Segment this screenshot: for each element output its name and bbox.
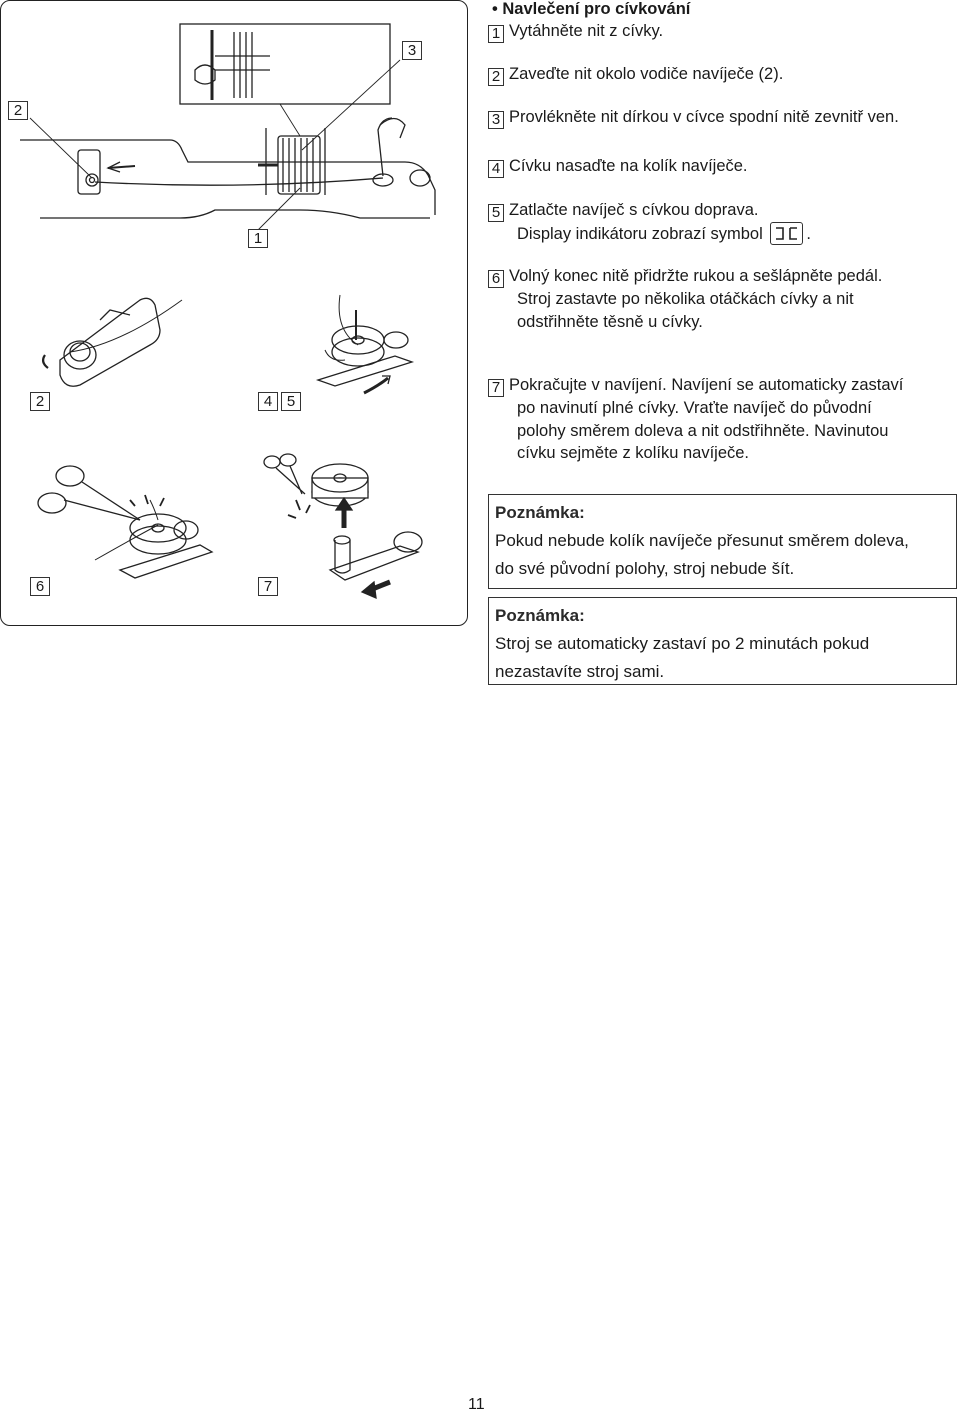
display-symbol-icon xyxy=(770,222,803,245)
step-number: 5 xyxy=(488,204,504,222)
step-text: Zatlačte navíječ s cívkou doprava. xyxy=(509,201,759,219)
step-number: 4 xyxy=(488,160,504,178)
threading-illustration xyxy=(0,0,470,628)
scissors-cut-left xyxy=(38,466,212,578)
figure-label-2-top: 2 xyxy=(8,101,28,120)
step-7 xyxy=(488,374,958,465)
step-text: Pokračujte v navíjení. Navíjení se automaticky zastaví xyxy=(509,376,904,394)
step-text: Zaveďte nit okolo vodiče navíječe (2). xyxy=(509,65,784,83)
step-text: po navinutí plné cívky. Vraťte navíječ do původní xyxy=(517,399,872,417)
step-text: polohy směrem doleva a nit odstřihněte. Navinutou xyxy=(517,421,889,440)
step-text: Volný konec nitě přidržte rukou a sešlápněte pedál. xyxy=(509,267,883,285)
step-5 xyxy=(488,199,958,246)
figure-label-6: 6 xyxy=(30,577,50,596)
figure-label-5: 5 xyxy=(281,392,301,411)
note-text: Stroj se automaticky zastaví po 2 minutách pokud xyxy=(495,634,870,653)
note-box-1 xyxy=(488,494,957,589)
step-6 xyxy=(488,265,958,333)
step-number: 3 xyxy=(488,111,504,129)
figure-label-1: 1 xyxy=(248,229,268,248)
guide-closeup xyxy=(43,298,182,386)
thread-guide-detail xyxy=(195,30,270,100)
bobbin-winder-top xyxy=(95,118,430,186)
bobbin-removal xyxy=(264,454,422,598)
note-text: do své původní polohy, stroj nebude šít. xyxy=(495,559,795,578)
step-1 xyxy=(488,20,958,43)
step-text: odstřihněte těsně u cívky. xyxy=(517,312,703,331)
figure-label-2-mid: 2 xyxy=(30,392,50,411)
step-number: 1 xyxy=(488,25,504,43)
step-2 xyxy=(488,63,958,86)
figure-label-7: 7 xyxy=(258,577,278,596)
step-text: . xyxy=(806,225,811,243)
figure-label-3: 3 xyxy=(402,41,422,60)
step-text: Stroj zastavte po několika otáčkách cívky a nit xyxy=(517,290,854,308)
figure-label-4: 4 xyxy=(258,392,278,411)
note-box-2 xyxy=(488,597,957,685)
step-text: Cívku nasaďte na kolík navíječe. xyxy=(509,157,748,175)
step-text: cívku sejměte z kolíku navíječe. xyxy=(517,444,750,462)
leader-lines xyxy=(30,60,400,230)
note-text: Pokud nebude kolík navíječe přesunut směrem doleva, xyxy=(495,531,909,550)
step-text: Provlékněte nit dírkou v cívce spodní nitě zevnitř ven. xyxy=(509,108,899,126)
bobbin-on-winder xyxy=(318,295,412,393)
step-number: 6 xyxy=(488,270,504,288)
step-number: 2 xyxy=(488,68,504,86)
page-number: 11 xyxy=(468,1396,485,1413)
note-text: nezastavíte stroj sami. xyxy=(495,662,665,681)
step-text: Display indikátoru zobrazí symbol xyxy=(517,225,763,243)
step-text: Vytáhněte nit z cívky. xyxy=(509,22,664,40)
note-title: Poznámka: xyxy=(495,606,585,625)
step-3 xyxy=(488,106,958,129)
note-title: Poznámka: xyxy=(495,503,585,522)
step-4 xyxy=(488,155,958,178)
section-heading: • Navlečení pro cívkování xyxy=(492,0,691,18)
step-number: 7 xyxy=(488,379,504,397)
